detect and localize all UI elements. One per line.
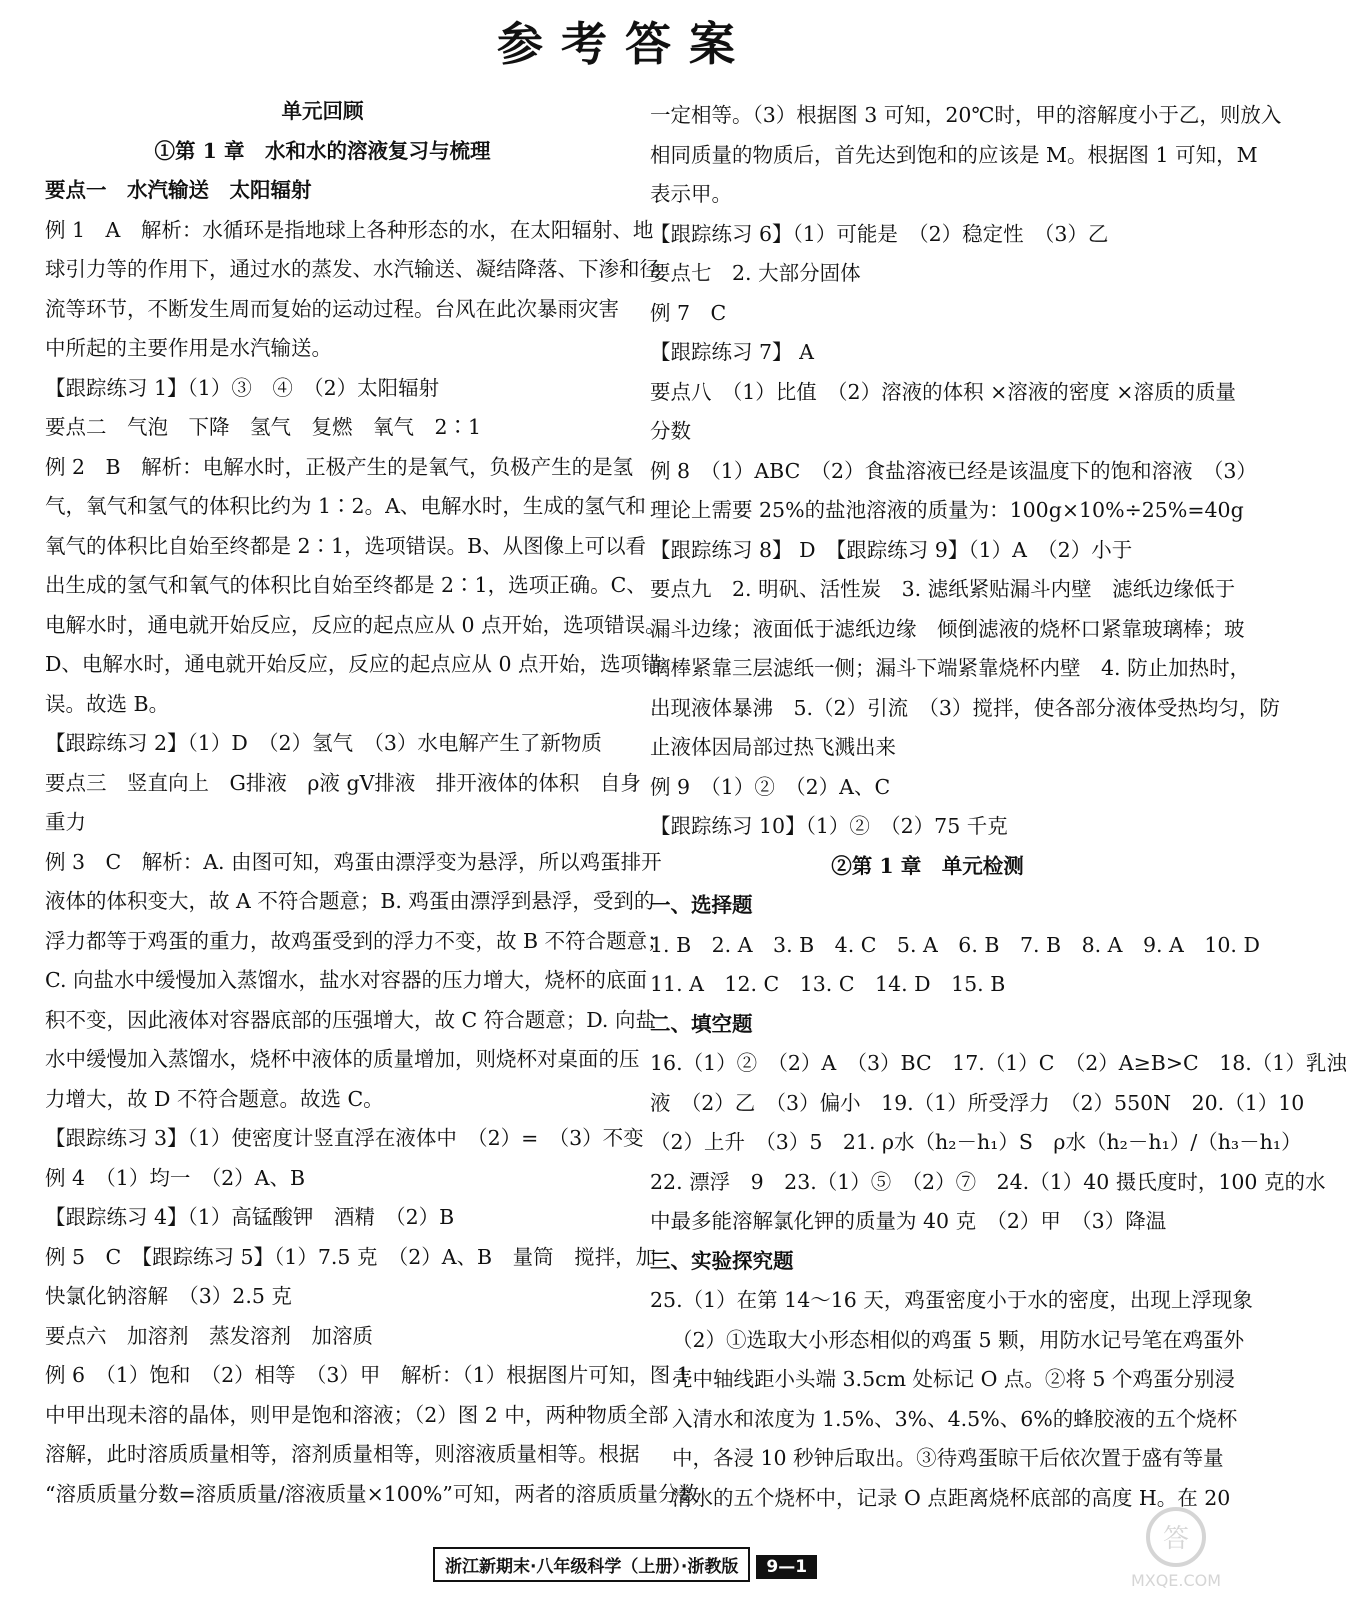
left-line: 重力 bbox=[45, 810, 86, 834]
left-line: 【跟踪练习 3】（1）使密度计竖直浮在液体中 （2）= （3）不变 bbox=[45, 1126, 644, 1150]
right-line: ②第 1 章 单元检测 bbox=[831, 853, 1024, 878]
left-line: 【跟踪练习 2】（1）D （2）氢气 （3）水电解产生了新物质 bbox=[45, 731, 602, 755]
left-line: 例 5 C 【跟踪练习 5】（1）7.5 克 （2）A、B 量筒 搅拌，加 bbox=[45, 1244, 657, 1269]
left-line: 流等环节，不断发生周而复始的运动过程。台风在此次暴雨灾害 bbox=[45, 296, 619, 321]
right-line: 【跟踪练习 8】 D 【跟踪练习 9】（1）A （2）小于 bbox=[650, 537, 1133, 562]
right-line: 要点七 2. 大部分固体 bbox=[650, 261, 861, 285]
left-line: 要点二 气泡 下降 氢气 复燃 氧气 2∶1 bbox=[45, 415, 482, 439]
right-line: 二、填空题 bbox=[650, 1011, 753, 1036]
left-line: 氧气的体积比自始至终都是 2∶1，选项错误。B、从图像上可以看 bbox=[45, 533, 647, 558]
right-line: 1. B 2. A 3. B 4. C 5. A 6. B 7. B 8. A 9. A 10. D bbox=[650, 932, 1260, 957]
left-line: 电解水时，通电就开始反应，反应的起点应从 0 点开始，选项错误。 bbox=[45, 612, 666, 637]
right-line: 清水的五个烧杯中，记录 O 点距离烧杯底部的高度 H。在 20 bbox=[672, 1485, 1231, 1510]
left-line: 快氯化钠溶解 （3）2.5 克 bbox=[45, 1284, 292, 1308]
right-line: 例 7 C bbox=[650, 300, 727, 325]
right-line: 一定相等。（3）根据图 3 可知，20℃时，甲的溶解度小于乙，则放入 bbox=[650, 103, 1282, 127]
left-line: 例 3 C 解析：A. 由图可知，鸡蛋由漂浮变为悬浮，所以鸡蛋排开 bbox=[45, 849, 662, 874]
page-footer bbox=[0, 1547, 1250, 1582]
left-line: 【跟踪练习 4】（1）高锰酸钾 酒精 （2）B bbox=[45, 1205, 455, 1229]
left-line: 单元回顾 bbox=[281, 99, 364, 123]
right-line: 液 （2）乙 （3）偏小 19.（1）所受浮力 （2）550N 20.（1）10 bbox=[650, 1090, 1305, 1115]
left-line: 要点一 水汽输送 太阳辐射 bbox=[45, 178, 312, 202]
right-line: 要点八 （1）比值 （2）溶液的体积 ×溶液的密度 ×溶质的质量 bbox=[650, 379, 1236, 404]
right-line: 三、实验探究题 bbox=[650, 1248, 794, 1273]
left-line: 液体的体积变大，故 A 不符合题意；B. 鸡蛋由漂浮到悬浮，受到的 bbox=[45, 889, 655, 913]
right-line: 【跟踪练习 10】（1）② （2）75 千克 bbox=[650, 814, 1008, 838]
right-line: 中最多能溶解氯化钾的质量为 40 克 （2）甲 （3）降温 bbox=[650, 1209, 1167, 1233]
svg-text:答: 答 bbox=[1162, 1524, 1190, 1554]
left-line: 力增大，故 D 不符合题意。故选 C。 bbox=[45, 1086, 384, 1111]
left-line: 中所起的主要作用是水汽输送。 bbox=[45, 336, 332, 360]
right-line: 相同质量的物质后，首先达到饱和的应该是 M。根据图 1 可知，M bbox=[650, 142, 1258, 167]
right-line: 一、选择题 bbox=[650, 893, 753, 917]
right-line: 【跟踪练习 7】 A bbox=[650, 340, 814, 364]
left-line: 球引力等的作用下，通过水的蒸发、水汽输送、凝结降落、下渗和径 bbox=[45, 257, 660, 281]
right-line: 入清水和浓度为 1.5%、3%、4.5%、6%的蜂胶液的五个烧杯 bbox=[672, 1406, 1238, 1431]
page-title: 参考答案 bbox=[497, 17, 753, 71]
right-line: 16.（1）② （2）A （3）BC 17.（1）C （2）A≥B>C 18.（1）乳浊 bbox=[650, 1051, 1347, 1075]
left-line: “溶质质量分数=溶质质量/溶液质量×100%”可知，两者的溶质质量分数 bbox=[45, 1481, 699, 1506]
right-line: 22. 漂浮 9 23.（1）⑤ （2）⑦ 24.（1）40 摄氏度时，100 克的水 bbox=[650, 1169, 1326, 1194]
right-line: 例 8 （1）ABC （2）食盐溶液已经是该温度下的饱和溶液 （3） bbox=[650, 458, 1257, 483]
right-line: 【跟踪练习 6】（1）可能是 （2）稳定性 （3）乙 bbox=[650, 221, 1109, 246]
left-line: D、电解水时，通电就开始反应，反应的起点应从 0 点开始，选项错 bbox=[45, 652, 662, 676]
left-line: 积不变，因此液体对容器底部的压强增大，故 C 符合题意；D. 向盐 bbox=[45, 1007, 656, 1032]
left-line: 溶解，此时溶质质量相等，溶剂质量相等，则溶液质量相等。根据 bbox=[45, 1442, 640, 1466]
right-line: （2）①选取大小形态相似的鸡蛋 5 颗，用防水记号笔在鸡蛋外 bbox=[672, 1327, 1245, 1352]
left-line: 中甲出现未溶的晶体，则甲是饱和溶液；（2）图 2 中，两种物质全部 bbox=[45, 1402, 669, 1427]
left-line: 误。故选 B。 bbox=[45, 691, 170, 716]
right-line: 中，各浸 10 秒钟后取出。③待鸡蛋晾干后依次置于盛有等量 bbox=[672, 1446, 1224, 1470]
left-line: 出生成的氢气和氧气的体积比自始至终都是 2∶1，选项正确。C、 bbox=[45, 573, 647, 597]
left-line: 例 1 A 解析：水循环是指地球上各种形态的水，在太阳辐射、地 bbox=[45, 217, 654, 242]
watermark-logo bbox=[1116, 1502, 1236, 1592]
right-line: 漏斗边缘；液面低于滤纸边缘 倾倒滤液的烧杯口紧靠玻璃棒；玻 bbox=[650, 616, 1245, 641]
right-line: 例 9 （1）② （2）A、C bbox=[650, 774, 891, 799]
left-line: 浮力都等于鸡蛋的重力，故鸡蛋受到的浮力不变，故 B 不符合题意； bbox=[45, 928, 668, 953]
left-line: 要点三 竖直向上 G排液 ρ液 gV排液 排开液体的体积 自身 bbox=[45, 770, 641, 795]
page-number: 9—1 bbox=[756, 1555, 817, 1579]
right-line: 理论上需要 25%的盐池溶液的质量为：100g×10%÷25%=40g bbox=[650, 498, 1244, 522]
book-title: 浙江新期末·八年级科学（上册）·浙教版 bbox=[433, 1547, 750, 1582]
left-line: 【跟踪练习 1】（1）③ ④ （2）太阳辐射 bbox=[45, 375, 440, 400]
right-line: 出现液体暴沸 5.（2）引流 （3）搅拌，使各部分液体受热均匀，防 bbox=[650, 695, 1280, 720]
right-line: 璃棒紧靠三层滤纸一侧；漏斗下端紧靠烧杯内壁 4. 防止加热时， bbox=[650, 656, 1251, 680]
right-line: 表示甲。 bbox=[650, 182, 732, 206]
right-line: 25.（1）在第 14～16 天，鸡蛋密度小于水的密度，出现上浮现象 bbox=[650, 1288, 1253, 1312]
left-line: 例 2 B 解析：电解水时，正极产生的是氧气，负极产生的是氢 bbox=[45, 454, 634, 479]
left-line: 水中缓慢加入蒸馏水，烧杯中液体的质量增加，则烧杯对桌面的压 bbox=[45, 1047, 640, 1071]
right-column bbox=[650, 96, 1347, 1518]
right-line: 要点九 2. 明矾、活性炭 3. 滤纸紧贴漏斗内壁 滤纸边缘低于 bbox=[650, 577, 1236, 601]
left-line: C. 向盐水中缓慢加入蒸馏水，盐水对容器的压力增大，烧杯的底面 bbox=[45, 968, 647, 992]
left-line: 气，氧气和氢气的体积比约为 1∶2。A、电解水时，生成的氢气和 bbox=[45, 494, 646, 518]
right-line: 11. A 12. C 13. C 14. D 15. B bbox=[650, 972, 1006, 996]
left-line: ①第 1 章 水和水的溶液复习与梳理 bbox=[154, 138, 491, 163]
left-line: 例 6 （1）饱和 （2）相等 （3）甲 解析：（1）根据图片可知，图 1 bbox=[45, 1363, 690, 1387]
right-line: 止液体因局部过热飞溅出来 bbox=[650, 735, 896, 759]
right-line: 分数 bbox=[650, 419, 691, 443]
left-line: 要点六 加溶剂 蒸发溶剂 加溶质 bbox=[45, 1323, 373, 1348]
left-line: 例 4 （1）均一 （2）A、B bbox=[45, 1165, 306, 1190]
right-line: 壳中轴线距小头端 3.5cm 处标记 O 点。②将 5 个鸡蛋分别浸 bbox=[672, 1367, 1235, 1391]
right-line: （2）上升 （3）5 21. ρ水（h₂－h₁）S ρ水（h₂－h₁）/（h₃－h₁） bbox=[650, 1130, 1302, 1154]
svg-text:MXQE.COM: MXQE.COM bbox=[1130, 1571, 1222, 1590]
